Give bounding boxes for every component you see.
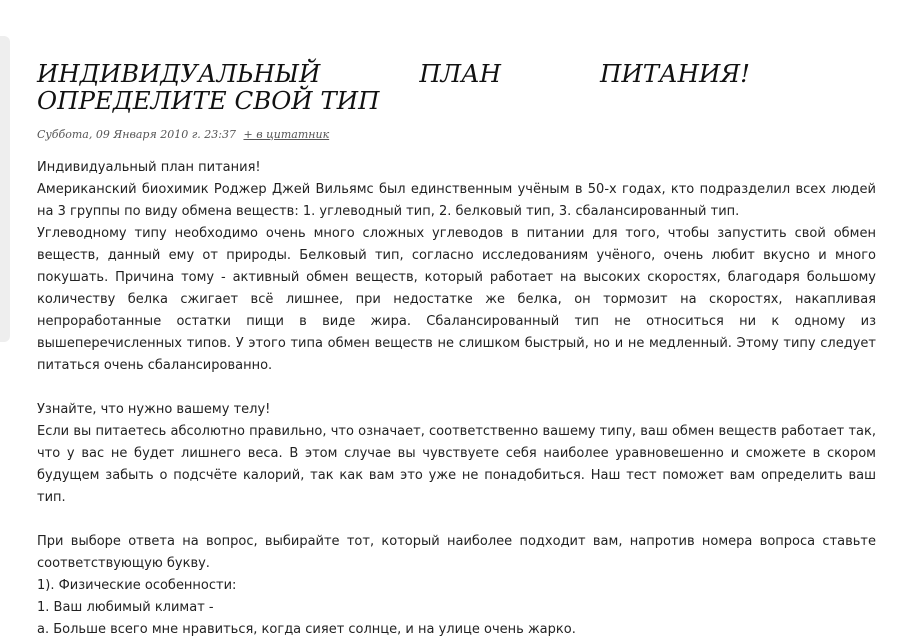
post-date: Суббота, 09 Января 2010 г. 23:37 (37, 128, 236, 141)
paragraph: Американский биохимик Роджер Джей Вильямс был единственным учёным в 50-х годах, кто подразделил всех людей на 3 группы по виду обмена веществ: 1. углеводный тип, 2. белковый тип, 3. сбалансированный тип. (37, 182, 876, 219)
paragraph: а. Больше всего мне нравиться, когда сияет солнце, и на улице очень жарко. (37, 622, 576, 637)
paragraph: Углеводному типу необходимо очень много сложных углеводов в питании для того, чтобы запустить свой обмен веществ, данный ему от природы. Белковый тип, согласно исследованиям учёного, очень любит вкусно и много покушать. Причина тому - активный обмен веществ, который работает на высоких скоростях, благодаря большому количеству белка сжигает всё лишнее, при недостатке же белка, он тормозит на скоростях, накапливая непроработанные остатки пищи в виде жира. Сбалансированный тип не относиться ни к одному из вышеперечисленных типов. У этого типа обмен веществ не слишком быстрый, но и не медленный. Этому типу следует питаться очень сбалансированно. (37, 226, 876, 373)
paragraph: 1. Ваш любимый климат - (37, 600, 214, 615)
paragraph: Если вы питаетесь абсолютно правильно, что означает, соответственно вашему типу, ваш обмен веществ работает так, что у вас не будет лишнего веса. В этом случае вы чувствуете себя наиболее уравновешенно и сможете в скором будущем забыть о подсчёте калорий, так как вам это уже не понадобиться. Наш тест поможет вам определить ваш тип. (37, 424, 876, 505)
paragraph: 1). Физические особенности: (37, 578, 237, 593)
post-title: ИНДИВИДУАЛЬНЫЙ ПЛАН ПИТАНИЯ! ОПРЕДЕЛИТЕ СВОЙ ТИП (37, 59, 750, 115)
paragraph-spacer (37, 377, 876, 399)
add-to-quotes-link[interactable]: + в цитатник (243, 128, 330, 141)
paragraph-spacer (37, 509, 876, 531)
paragraph: При выборе ответа на вопрос, выбирайте тот, который наиболее подходит вам, напротив номера вопроса ставьте соответствующую букву. (37, 534, 876, 571)
sidebar-edge (0, 36, 10, 342)
post-body (37, 157, 876, 641)
blog-post (37, 60, 876, 641)
paragraph: Индивидуальный план питания! (37, 160, 261, 175)
post-meta (37, 128, 876, 141)
paragraph: Узнайте, что нужно вашему телу! (37, 402, 271, 417)
